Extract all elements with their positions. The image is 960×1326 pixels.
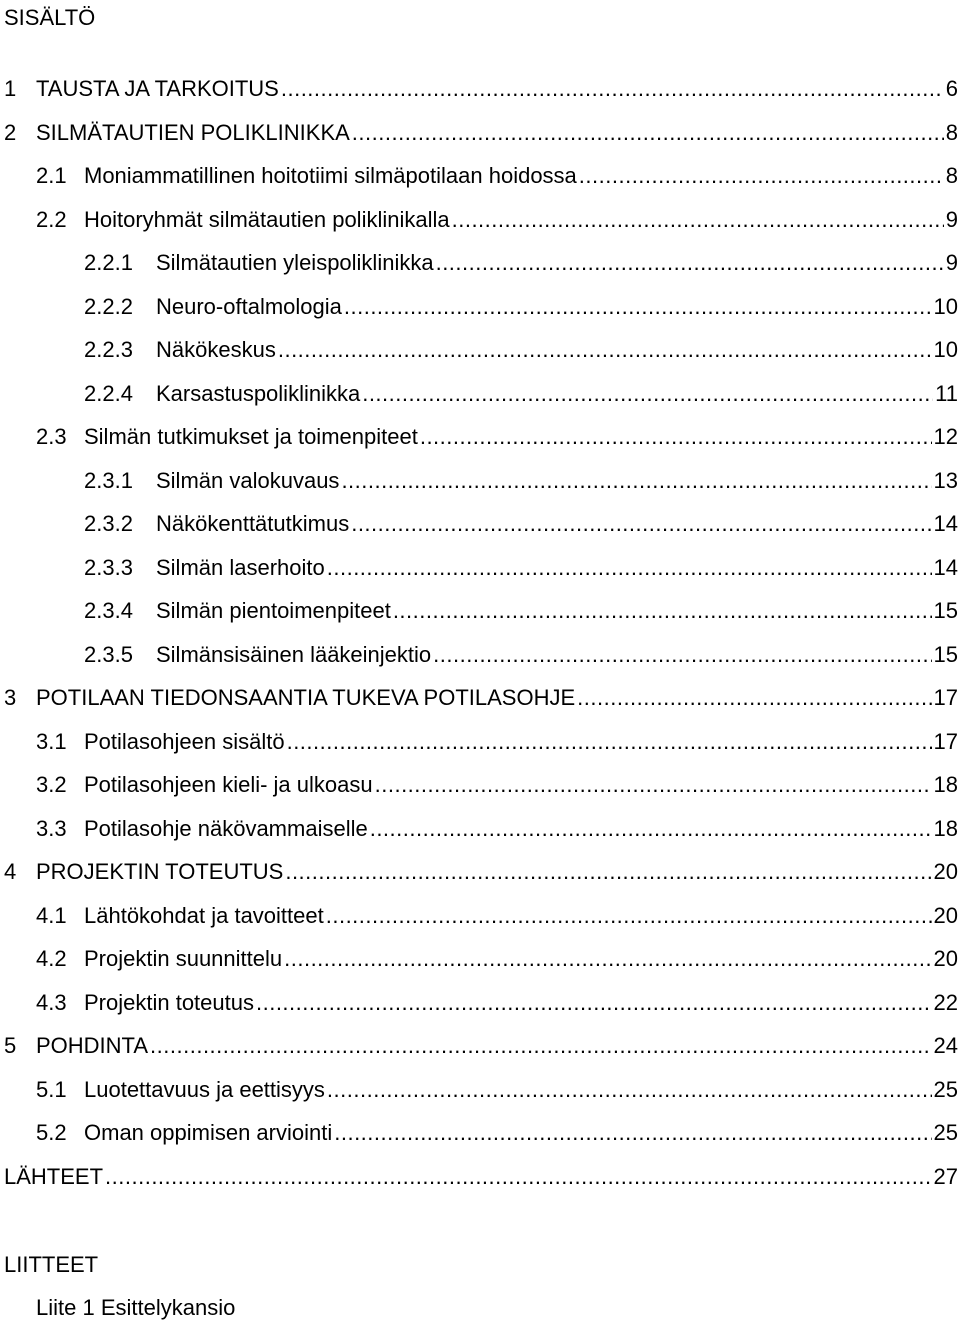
toc-dot-leader xyxy=(452,205,944,235)
toc-entry-title: SILMÄTAUTIEN POLIKLINIKKA xyxy=(36,119,350,145)
toc-entry xyxy=(0,901,958,931)
toc-entry xyxy=(0,814,958,844)
toc-entry xyxy=(0,988,958,1018)
toc-entry xyxy=(0,248,958,278)
toc-entry-page-number: 17 xyxy=(933,685,958,710)
toc-entry-number: 3.2 xyxy=(36,772,67,797)
toc-entry-title: Moniammatillinen hoitotiimi silmäpotilaan hoidossa xyxy=(84,163,577,188)
toc-entry-title: Luotettavuus ja eettisyys xyxy=(84,1076,325,1102)
toc-entry-page-number: 14 xyxy=(933,554,958,580)
toc-entry-page-number: 15 xyxy=(933,641,958,667)
toc-dot-leader xyxy=(352,118,944,148)
toc-entry xyxy=(0,770,958,800)
toc-dot-leader xyxy=(105,1162,931,1192)
toc-entry-page-number: 18 xyxy=(933,815,958,841)
toc-dot-leader xyxy=(579,161,944,191)
toc-entry xyxy=(0,944,958,974)
toc-dot-leader xyxy=(351,509,931,539)
toc-entry-number: 5.1 xyxy=(36,1076,67,1102)
toc-entry-number: 2.2 xyxy=(36,206,67,232)
toc-entry-number: 4.1 xyxy=(36,902,67,928)
toc-entry-page-number: 25 xyxy=(933,1076,958,1102)
toc-dot-leader xyxy=(285,857,931,887)
toc-entry xyxy=(0,1118,958,1148)
appendices-heading: LIITTEET xyxy=(4,1252,99,1277)
toc-dot-leader xyxy=(278,335,932,365)
toc-dot-leader xyxy=(326,901,932,931)
toc-entry-page-number: 15 xyxy=(933,598,958,623)
toc-entry xyxy=(0,509,958,539)
toc-entry-number: 2.2.4 xyxy=(84,380,133,406)
toc-dot-leader xyxy=(327,553,932,583)
toc-entry-number: 2.2.1 xyxy=(84,250,133,275)
toc-entry-title: Silmän laserhoito xyxy=(156,554,325,580)
toc-entry-number: 1 xyxy=(4,76,17,101)
toc-entry-number: 2.2.2 xyxy=(84,293,133,319)
toc-dot-leader xyxy=(436,248,944,278)
toc-entry xyxy=(0,292,958,322)
toc-entry-page-number: 12 xyxy=(933,424,958,449)
toc-dot-leader xyxy=(370,814,932,844)
toc-entry-number: 2.3.2 xyxy=(84,511,133,536)
toc-dot-leader xyxy=(284,944,931,974)
toc-entry-number: 2.1 xyxy=(36,163,67,188)
toc-dot-leader xyxy=(281,74,944,104)
toc-entry-page-number: 24 xyxy=(933,1033,958,1058)
toc-entry-title: Karsastuspoliklinikka xyxy=(156,380,361,406)
toc-entry-title: Potilasohjeen sisältö xyxy=(84,728,285,754)
toc-entry-title: Potilasohjeen kieli- ja ulkoasu xyxy=(84,772,373,797)
toc-entry xyxy=(0,466,958,496)
toc-entry xyxy=(0,1075,958,1105)
toc-entry-number: 4.2 xyxy=(36,946,67,971)
toc-entry xyxy=(0,640,958,670)
toc-entry-title: Hoitoryhmät silmätautien poliklinikalla xyxy=(84,206,450,232)
toc-entry-page-number: 9 xyxy=(945,250,958,275)
toc-entry-number: 3.1 xyxy=(36,728,67,754)
toc-dot-leader xyxy=(287,727,932,757)
toc-entry-number: 5.2 xyxy=(36,1120,67,1145)
toc-entry-page-number: 9 xyxy=(945,206,958,232)
toc-entry-number: 4 xyxy=(4,859,17,884)
toc-entry-title: Neuro-oftalmologia xyxy=(156,293,342,319)
toc-entry xyxy=(0,553,958,583)
toc-entry-page-number: 13 xyxy=(933,467,958,493)
toc-entry-number: 3.3 xyxy=(36,815,67,841)
toc-entry-page-number: 10 xyxy=(933,337,958,362)
toc-entry xyxy=(0,335,958,365)
toc-entry-page-number: 25 xyxy=(933,1120,958,1145)
toc-dot-leader xyxy=(150,1031,931,1061)
toc-dot-leader xyxy=(577,683,931,713)
toc-entry-title: TAUSTA JA TARKOITUS xyxy=(36,76,279,101)
toc-entry-number: 2.3.5 xyxy=(84,641,133,667)
appendix-item: Liite 1 Esittelykansio xyxy=(36,1295,236,1320)
toc-entry-number: 2 xyxy=(4,119,17,145)
toc-entry xyxy=(0,379,958,409)
toc-dot-leader xyxy=(375,770,932,800)
toc-dot-leader xyxy=(420,422,932,452)
toc-entry-title: Silmänsisäinen lääkeinjektio xyxy=(156,641,432,667)
toc-entry-title: Näkökeskus xyxy=(156,337,276,362)
toc-entry xyxy=(0,1162,958,1192)
toc-entry-page-number: 18 xyxy=(933,772,958,797)
toc-entry-number: 2.3.4 xyxy=(84,598,133,623)
toc-entry-title: Silmän tutkimukset ja toimenpiteet xyxy=(84,424,418,449)
toc-entry-number: 2.3.1 xyxy=(84,467,133,493)
toc-entry-page-number: 20 xyxy=(933,859,958,884)
toc-entry-page-number: 22 xyxy=(933,989,958,1015)
toc-dot-leader xyxy=(256,988,932,1018)
toc-entry-page-number: 14 xyxy=(933,511,958,536)
toc-entry-page-number: 6 xyxy=(945,76,958,101)
toc-entry xyxy=(0,727,958,757)
toc-entry xyxy=(0,857,958,887)
toc-entry-page-number: 20 xyxy=(933,902,958,928)
toc-entry xyxy=(0,205,958,235)
toc-entry-title: Silmän pientoimenpiteet xyxy=(156,598,391,623)
toc-entry-page-number: 11 xyxy=(935,380,958,406)
toc-entry-page-number: 10 xyxy=(933,293,958,319)
toc-entry xyxy=(0,1031,958,1061)
toc-entry xyxy=(0,74,958,104)
toc-entry-title: Projektin suunnittelu xyxy=(84,946,283,971)
toc-entry xyxy=(0,118,958,148)
toc-dot-leader xyxy=(344,292,932,322)
toc-entry-title: Näkökenttätutkimus xyxy=(156,511,350,536)
toc-dot-leader xyxy=(341,466,931,496)
toc-entry-title: POTILAAN TIEDONSAANTIA TUKEVA POTILASOHJE xyxy=(36,685,576,710)
toc-entry-title: Lähtökohdat ja tavoitteet xyxy=(84,902,324,928)
toc-entry-title: Silmätautien yleispoliklinikka xyxy=(156,250,434,275)
toc-entry-number: 4.3 xyxy=(36,989,67,1015)
toc-dot-leader xyxy=(393,596,932,626)
toc-entry xyxy=(0,596,958,626)
toc-entry xyxy=(0,161,958,191)
toc-entry-page-number: 27 xyxy=(933,1163,958,1189)
toc-entry-title: Silmän valokuvaus xyxy=(156,467,340,493)
toc-dot-leader xyxy=(433,640,931,670)
toc-entry-title: Potilasohje näkövammaiselle xyxy=(84,815,368,841)
toc-entry-page-number: 20 xyxy=(933,946,958,971)
toc-entry-number: 2.2.3 xyxy=(84,337,133,362)
toc-entry-page-number: 8 xyxy=(945,163,958,188)
toc-entry-number: 5 xyxy=(4,1033,17,1058)
toc-heading: SISÄLTÖ xyxy=(4,5,96,30)
toc-entry-title: Oman oppimisen arviointi xyxy=(84,1120,333,1145)
toc-entry-page-number: 8 xyxy=(945,119,958,145)
toc-entry-number: 3 xyxy=(4,685,17,710)
toc-dot-leader xyxy=(334,1118,931,1148)
toc-entry-page-number: 17 xyxy=(933,728,958,754)
toc-dot-leader xyxy=(362,379,933,409)
toc-entry-title: PROJEKTIN TOTEUTUS xyxy=(36,859,284,884)
toc-entry-number: 2.3.3 xyxy=(84,554,133,580)
toc-entry-title: POHDINTA xyxy=(36,1033,149,1058)
toc-entry-title: LÄHTEET xyxy=(4,1163,104,1189)
toc-entry xyxy=(0,683,958,713)
toc-entry xyxy=(0,422,958,452)
toc-entry-number: 2.3 xyxy=(36,424,67,449)
toc-entry-title: Projektin toteutus xyxy=(84,989,254,1015)
toc-dot-leader xyxy=(327,1075,932,1105)
